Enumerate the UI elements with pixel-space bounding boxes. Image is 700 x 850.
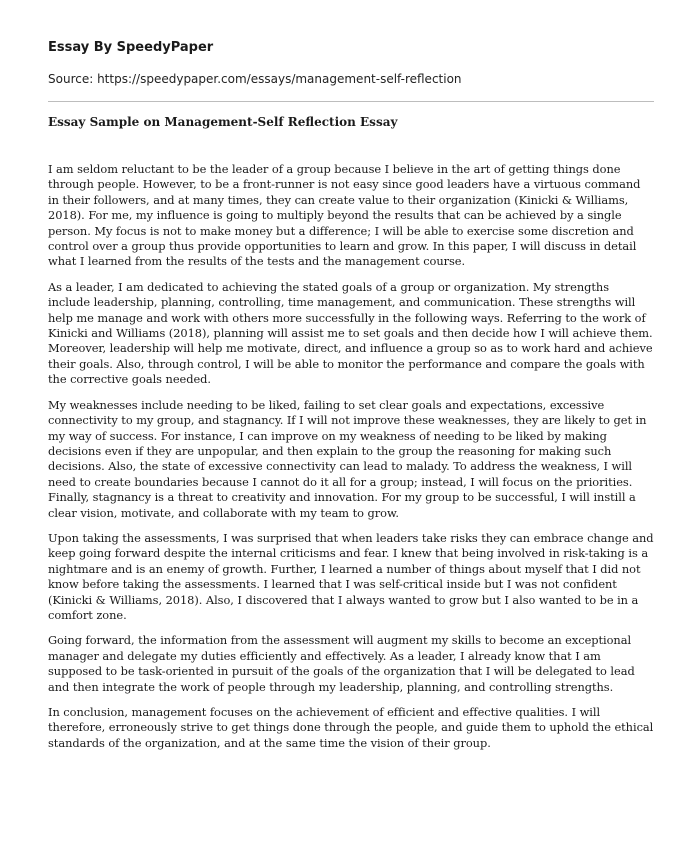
paragraph: Going forward, the information from the assessment will augment my skills to become an exceptional manager and delegate my duties efficiently and effectively. As a leader, I already know that I am supposed to be task-oriented in pursuit of the goals of the organization that I will be delegated to lead and then integrate the work of people through my leadership, planning, and controlling strengths. <box>48 633 635 694</box>
document-page <box>48 40 654 761</box>
paragraph: As a leader, I am dedicated to achieving the stated goals of a group or organization. My strengths include leadership, planning, controlling, time management, and communication. These strengths will help me manage and work with others more successfully in the following ways. Referring to the work of Kinicki and Williams (2018), planning will assist me to set goals and then decide how I will achieve them. Moreover, leadership will help me motivate, direct, and influence a group so as to work hard and achieve their goals. Also, through control, I will be able to monitor the performance and compare the goals with the corrective goals needed. <box>48 279 653 387</box>
paragraph: Upon taking the assessments, I was surprised that when leaders take risks they can embrace change and keep going forward despite the internal criticisms and fear. I knew that being involved in risk-taking is a nightmare and is an enemy of growth. Further, I learned a number of things about myself that I did not know before taking the assessments. I learned that I was self-critical inside but I was not confident (Kinicki & Williams, 2018). Also, I discovered that I always wanted to grow but I also wanted to be in a comfort zone. <box>48 530 654 622</box>
divider <box>48 101 654 102</box>
essay-title: Essay Sample on Management-Self Reflection Essay <box>48 115 398 129</box>
source-line: Source: https://speedypaper.com/essays/management-self-reflection <box>48 72 462 86</box>
paragraph: I am seldom reluctant to be the leader of a group because I believe in the art of getting things done through people. However, to be a front-runner is not easy since good leaders have a virtuous command in their followers, and at many times, they can create value to their organization (Kinicki & Williams, 2018). For me, my influence is going to multiply beyond the results that can be achieved by a single person. My focus is not to make money but a difference; I will be able to exercise some discretion and control over a group thus provide opportunities to learn and grow. In this paper, I will discuss in detail what I learned from the results of the tests and the management course. <box>48 162 641 269</box>
essay-body <box>48 162 654 751</box>
paragraph: My weaknesses include needing to be liked, failing to set clear goals and expectations, excessive connectivity to my group, and stagnancy. If I will not improve these weaknesses, they are likely to get in my way of success. For instance, I can improve on my weakness of needing to be liked by making decisions even if they are unpopular, and then explain to the group the reasoning for making such decisions. Also, the state of excessive connectivity can lead to malady. To address the weakness, I will need to create boundaries because I cannot do it all for a group; instead, I will focus on the priorities. Finally, stagnancy is a threat to creativity and innovation. For my group to be successful, I will instill a clear vision, motivate, and collaborate with my team to grow. <box>48 397 647 520</box>
document-header-title: Essay By SpeedyPaper <box>48 40 214 55</box>
paragraph: In conclusion, management focuses on the achievement of efficient and effective qualities. I will therefore, erroneously strive to get things done through the people, and guide them to uphold the ethical standards of the organization, and at the same time the vision of their group. <box>48 705 654 750</box>
